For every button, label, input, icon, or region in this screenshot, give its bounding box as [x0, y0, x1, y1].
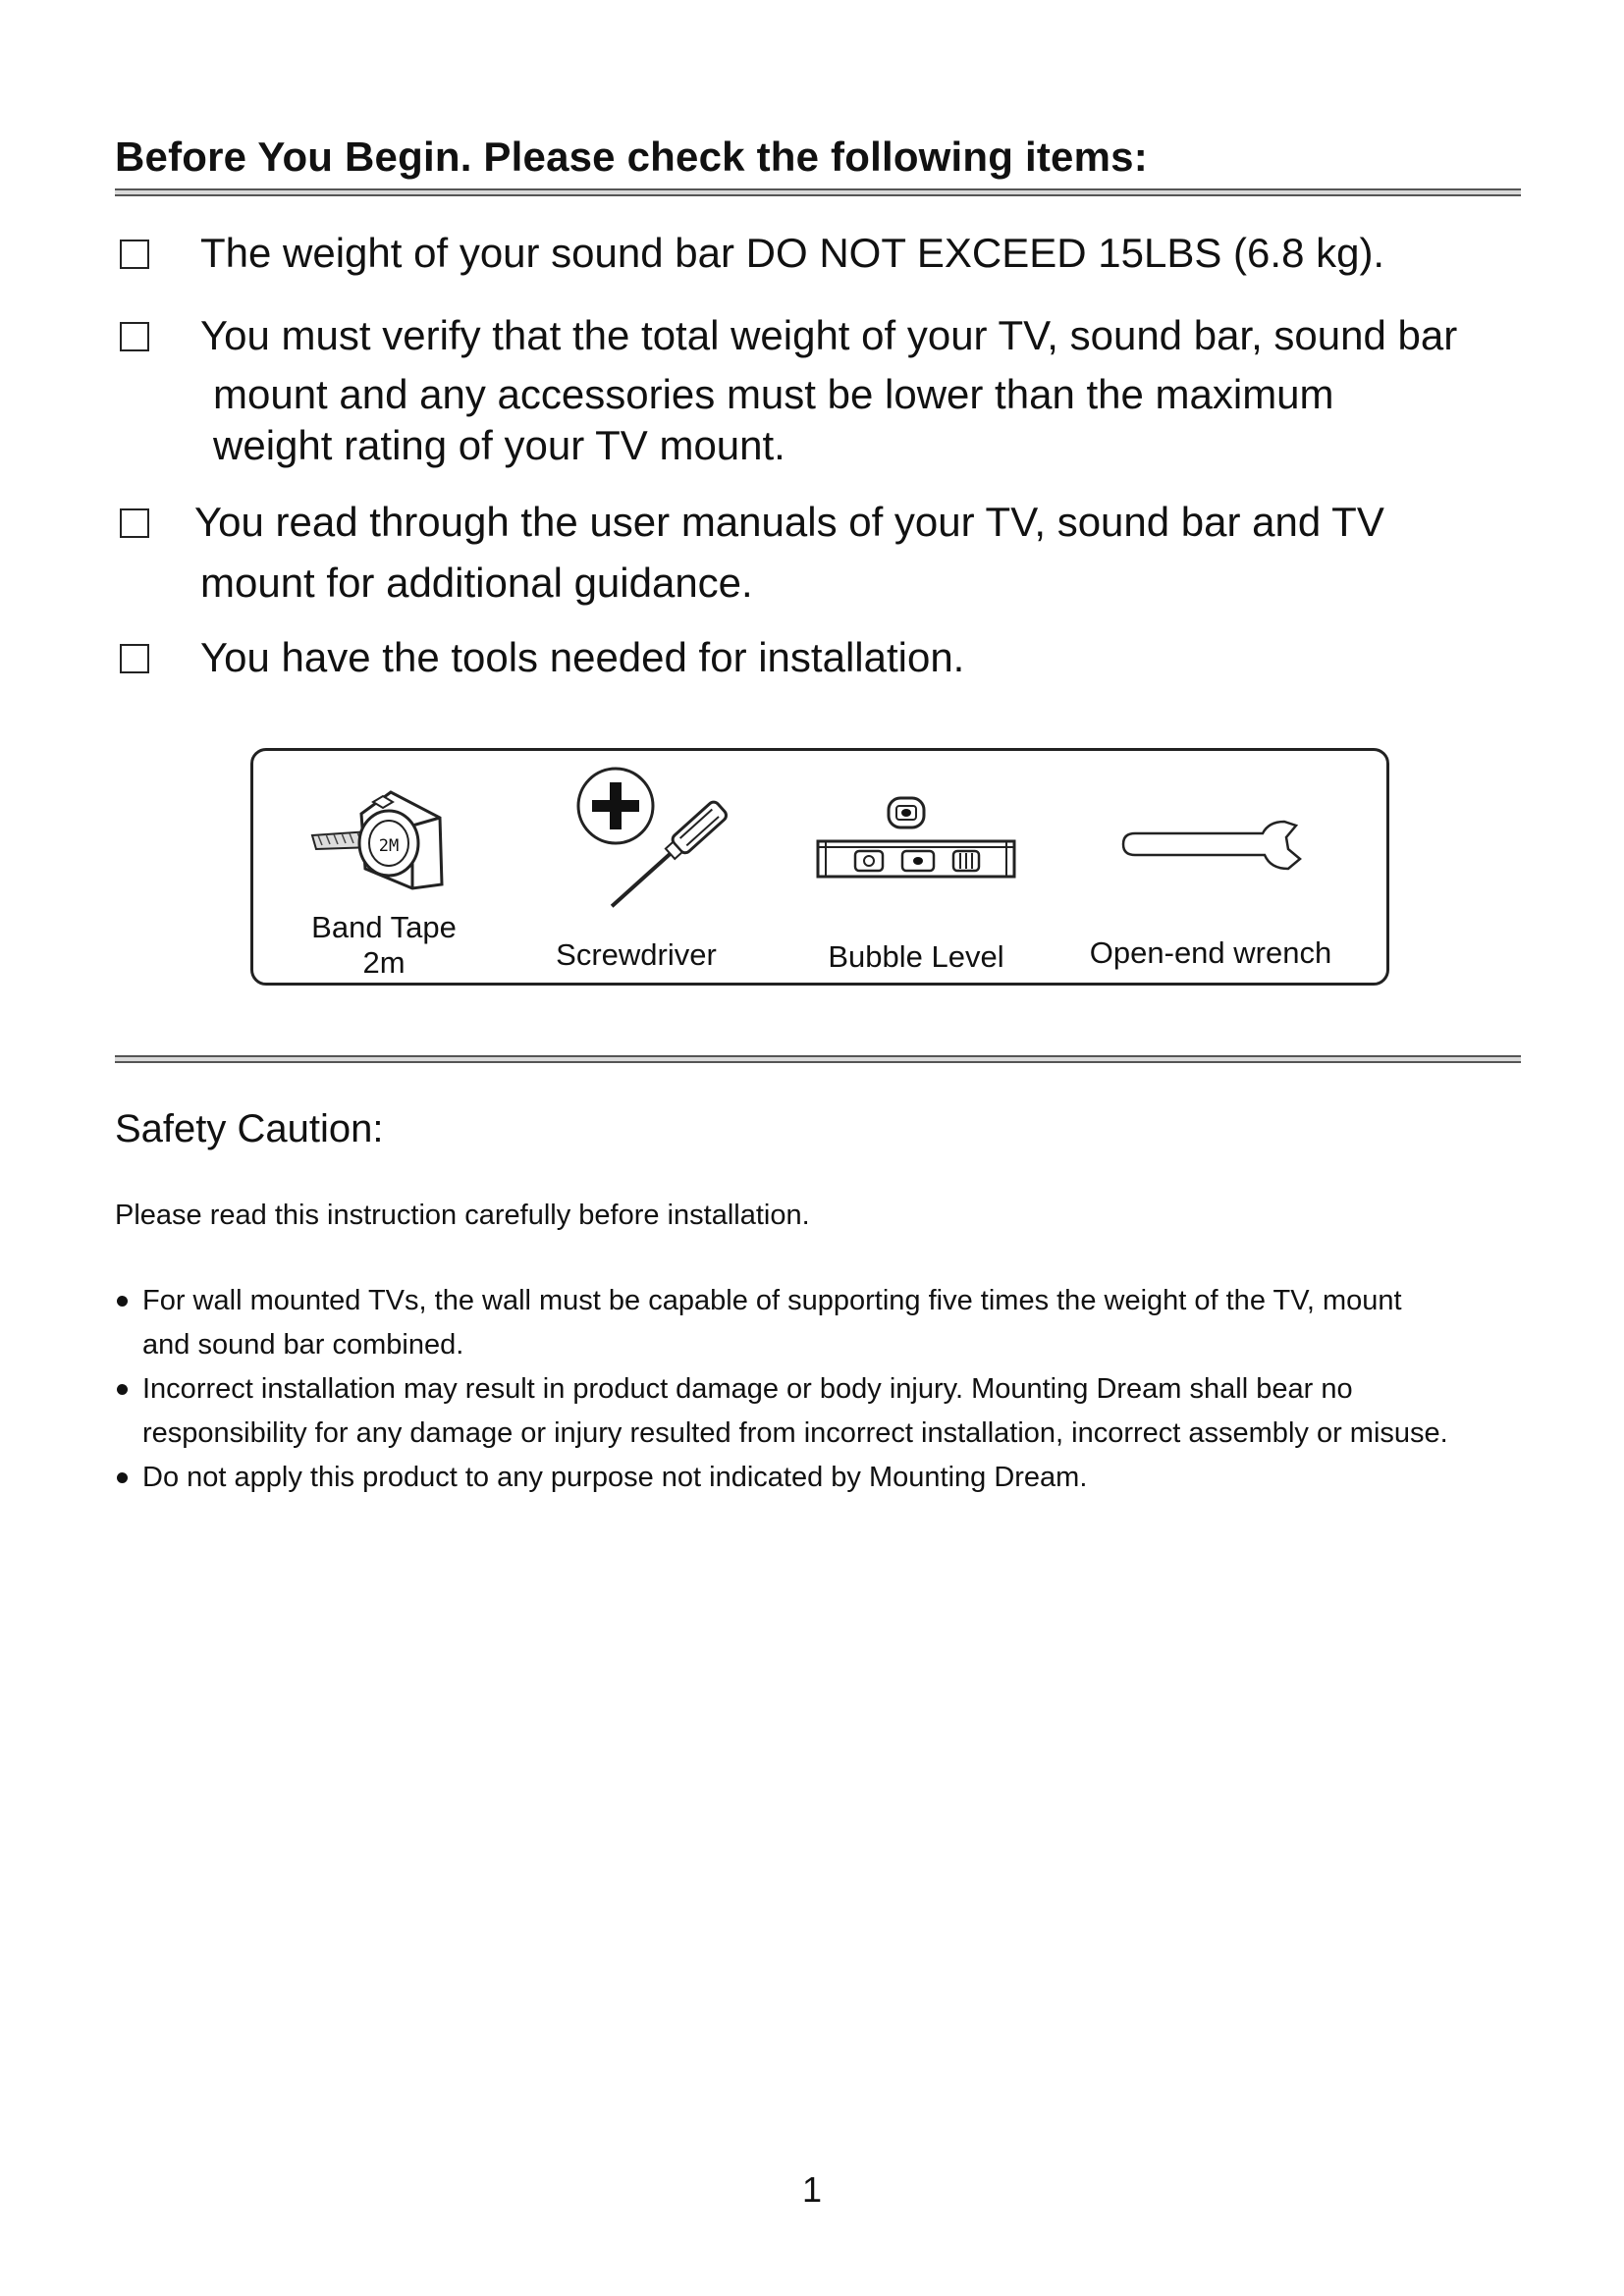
band-tape-icon — [310, 774, 458, 897]
bullet-text: For wall mounted TVs, the wall must be capable of supporting five times the weight of the TV, mount — [142, 1285, 1402, 1316]
band-tape-sublabel: 2m — [362, 945, 406, 980]
bubble-level-icon — [808, 792, 1024, 895]
page-heading: Before You Begin. Please check the following items: — [115, 133, 1148, 180]
bullet-text: and sound bar combined. — [142, 1329, 464, 1361]
list-item — [115, 1279, 1576, 1367]
screwdriver-label: Screwdriver — [556, 937, 717, 972]
list-item — [115, 1456, 1576, 1500]
band-tape-label: Band Tape — [311, 910, 457, 944]
checklist-text: weight rating of your TV mount. — [213, 422, 785, 468]
bullet-icon — [117, 1296, 128, 1307]
checklist-text: You have the tools needed for installation. — [200, 634, 965, 680]
checkbox[interactable] — [120, 322, 149, 351]
checklist-text: You read through the user manuals of your TV, sound bar and TV — [194, 499, 1384, 545]
bullet-icon — [117, 1384, 128, 1395]
bullet-text: Do not apply this product to any purpose not indicated by Mounting Dream. — [142, 1462, 1088, 1493]
safety-list — [115, 1279, 1576, 1500]
bullet-text: responsibility for any damage or injury resulted from incorrect installation, incorrect assembly or misuse. — [142, 1417, 1448, 1449]
checklist-text: mount for additional guidance. — [200, 560, 753, 606]
bullet-icon — [117, 1472, 128, 1483]
checklist-text: mount and any accessories must be lower than the maximum — [213, 371, 1334, 417]
page-number: 1 — [801, 2169, 823, 2210]
checklist-text: The weight of your sound bar DO NOT EXCEED 15LBS (6.8 kg). — [200, 230, 1385, 276]
wrench-label: Open-end wrench — [1089, 935, 1332, 970]
wrench-icon — [1115, 818, 1331, 881]
tool-label — [300, 910, 467, 981]
checkbox[interactable] — [120, 240, 149, 269]
safety-intro: Please read this instruction carefully before installation. — [115, 1200, 810, 1231]
safety-title: Safety Caution: — [115, 1107, 384, 1150]
tape-marking: 2M — [378, 836, 400, 856]
list-item — [115, 1367, 1576, 1456]
screwdriver-icon — [572, 763, 739, 934]
bullet-text: Incorrect installation may result in product damage or body injury. Mounting Dream shall bear no — [142, 1373, 1353, 1405]
tools-panel — [250, 748, 1389, 986]
checkbox[interactable] — [120, 644, 149, 673]
checklist-text: You must verify that the total weight of your TV, sound bar, sound bar — [200, 312, 1458, 358]
bubble-level-label: Bubble Level — [828, 939, 1004, 974]
section-divider — [115, 1055, 1521, 1063]
heading-divider — [115, 188, 1521, 196]
checkbox[interactable] — [120, 508, 149, 538]
